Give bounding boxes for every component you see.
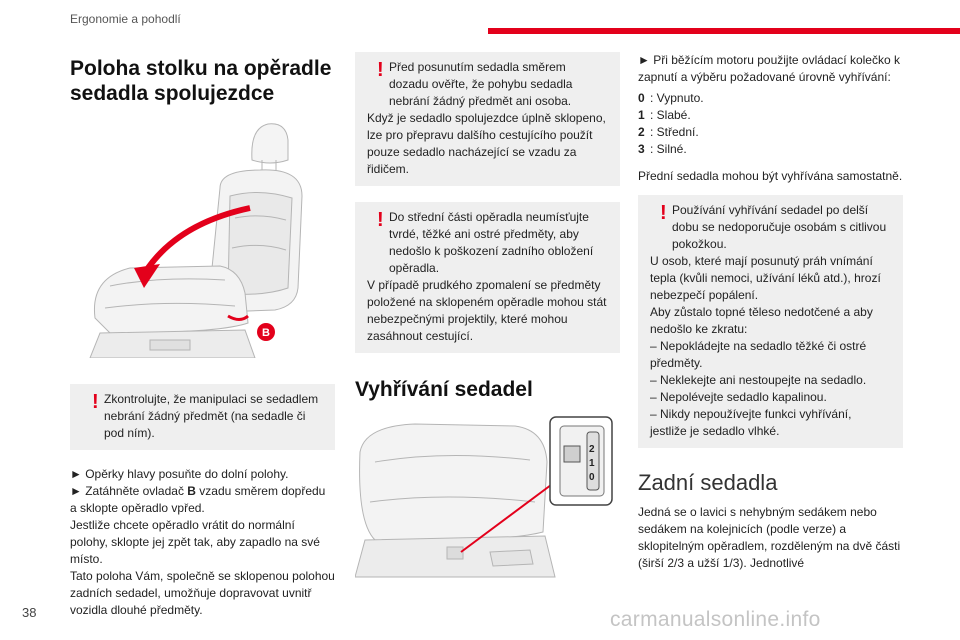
section-title-tray: Poloha stolku na opěradle sedadla spolujezdce (70, 57, 332, 105)
warning-text: Aby zůstalo topné těleso nedotčené a aby nedošlo ke zkratu: (650, 305, 873, 336)
warning-list-item: – Nikdy nepoužívejte funkci vyhřívání, jestliže je sedadlo vlhké. (650, 407, 852, 438)
warning-icon: ! (92, 391, 99, 413)
step-lever (70, 483, 335, 517)
section-title-rear-seats: Zadní sedadla (638, 470, 778, 495)
para-return: Jestliže chcete opěradlo vrátit do normální polohy, sklopte jej zpět tak, aby zapadlo na své místo. (70, 518, 320, 566)
warning-box-move-back (355, 52, 620, 186)
para-long-items: Tato poloha Vám, společně se sklopenou polohou zadních sedadel, umožňuje dopravovat uvnitř vozidla dlouhé předměty. (70, 569, 335, 617)
column-2 (355, 52, 620, 582)
warning-text: U osob, které mají posunutý práh vnímání tepla (kvůli nemoci, užívání léků atd.), hrozí nebezpečí popálení. (650, 254, 881, 302)
section-header: Ergonomie a pohodlí (70, 12, 181, 26)
seat-fold-illustration (70, 118, 335, 358)
heating-level-0: 0 : Vypnuto. (638, 91, 704, 105)
seat-fold-figure (70, 118, 335, 358)
heating-levels (638, 90, 903, 158)
warning-list-item: – Neklekejte ani nestoupejte na sedadlo. (650, 373, 867, 387)
warning-text: Když je sedadlo spolujezdce úplně sklopeno, lze pro přepravu dalšího cestujícího použít pouze sedadlo nacházející se vzadu za řidičem. (367, 111, 606, 176)
dial-label-1: 1 (589, 458, 595, 469)
column-3 (638, 52, 903, 572)
header-accent-bar (488, 28, 960, 34)
step-lever-label: B (187, 484, 196, 498)
step-headrest: ► Opěrky hlavy posuňte do dolní polohy. (70, 467, 289, 481)
seat-heating-illustration (355, 412, 620, 582)
warning-icon: ! (377, 209, 384, 231)
dial-label-2: 2 (589, 444, 595, 455)
page-number: 38 (22, 605, 37, 620)
warning-box-seat-check (70, 384, 335, 450)
warning-text: Do střední části opěradla neumísťujte tvrdé, těžké ani ostré předměty, aby nedošlo k poškození zadního obložení opěradla. (389, 210, 594, 275)
rear-seats-text: Jedná se o lavici s nehybným sedákem nebo sedákem na kolejnicích (podle verze) a sklopitelným opěradlem, rozděleným na dvě části (širší 2/3 a užší 1/3). Jednotlivé (638, 505, 901, 570)
warning-list-item: – Nepokládejte na sedadlo těžké či ostré předměty. (650, 339, 867, 370)
heating-level-1: 1 : Slabé. (638, 108, 691, 122)
column-1 (70, 56, 335, 619)
warning-box-heavy-objects (355, 202, 620, 353)
step-lever-text-c: vzadu směrem dopředu a sklopte opěradlo vpřed. (70, 484, 326, 515)
heating-level-2: 2 : Střední. (638, 125, 699, 139)
warning-icon: ! (377, 59, 384, 81)
warning-box-heating (638, 195, 903, 448)
warning-icon: ! (660, 202, 667, 224)
heating-separate: Přední sedadla mohou být vyhřívána samostatně. (638, 169, 903, 183)
step-lever-text-a: ► Zatáhněte ovladač (70, 484, 188, 498)
heating-level-3: 3 : Silné. (638, 142, 687, 156)
warning-text: Před posunutím sedadla směrem dozadu ověřte, že pohybu sedadla nebrání žádný předmět ani osoba. (389, 60, 573, 108)
dial-label-0: 0 (589, 472, 595, 483)
warning-text: Zkontrolujte, že manipulaci se sedadlem nebrání žádný předmět (na sedadle či pod ním). (104, 392, 319, 440)
watermark: carmanualsonline.info (610, 608, 821, 631)
heating-intro: ► Při běžícím motoru použijte ovládací kolečko k zapnutí a výběru požadované úrovně vyhřívání: (638, 53, 900, 84)
warning-text: V případě prudkého zpomalení se předměty položené na sklopeném opěradle mohou stát nebezpečnými projektily, které mohou zasáhnout cestující. (367, 278, 607, 343)
seat-heating-figure (355, 412, 620, 582)
section-title-heating: Vyhřívání sedadel (355, 378, 533, 401)
warning-text: Používání vyhřívání sedadel po delší dobu se nedoporučuje osobám s citlivou pokožkou. (672, 203, 887, 251)
warning-list-item: – Nepolévejte sedadlo kapalinou. (650, 390, 827, 404)
figure-label-b: B (262, 327, 270, 339)
